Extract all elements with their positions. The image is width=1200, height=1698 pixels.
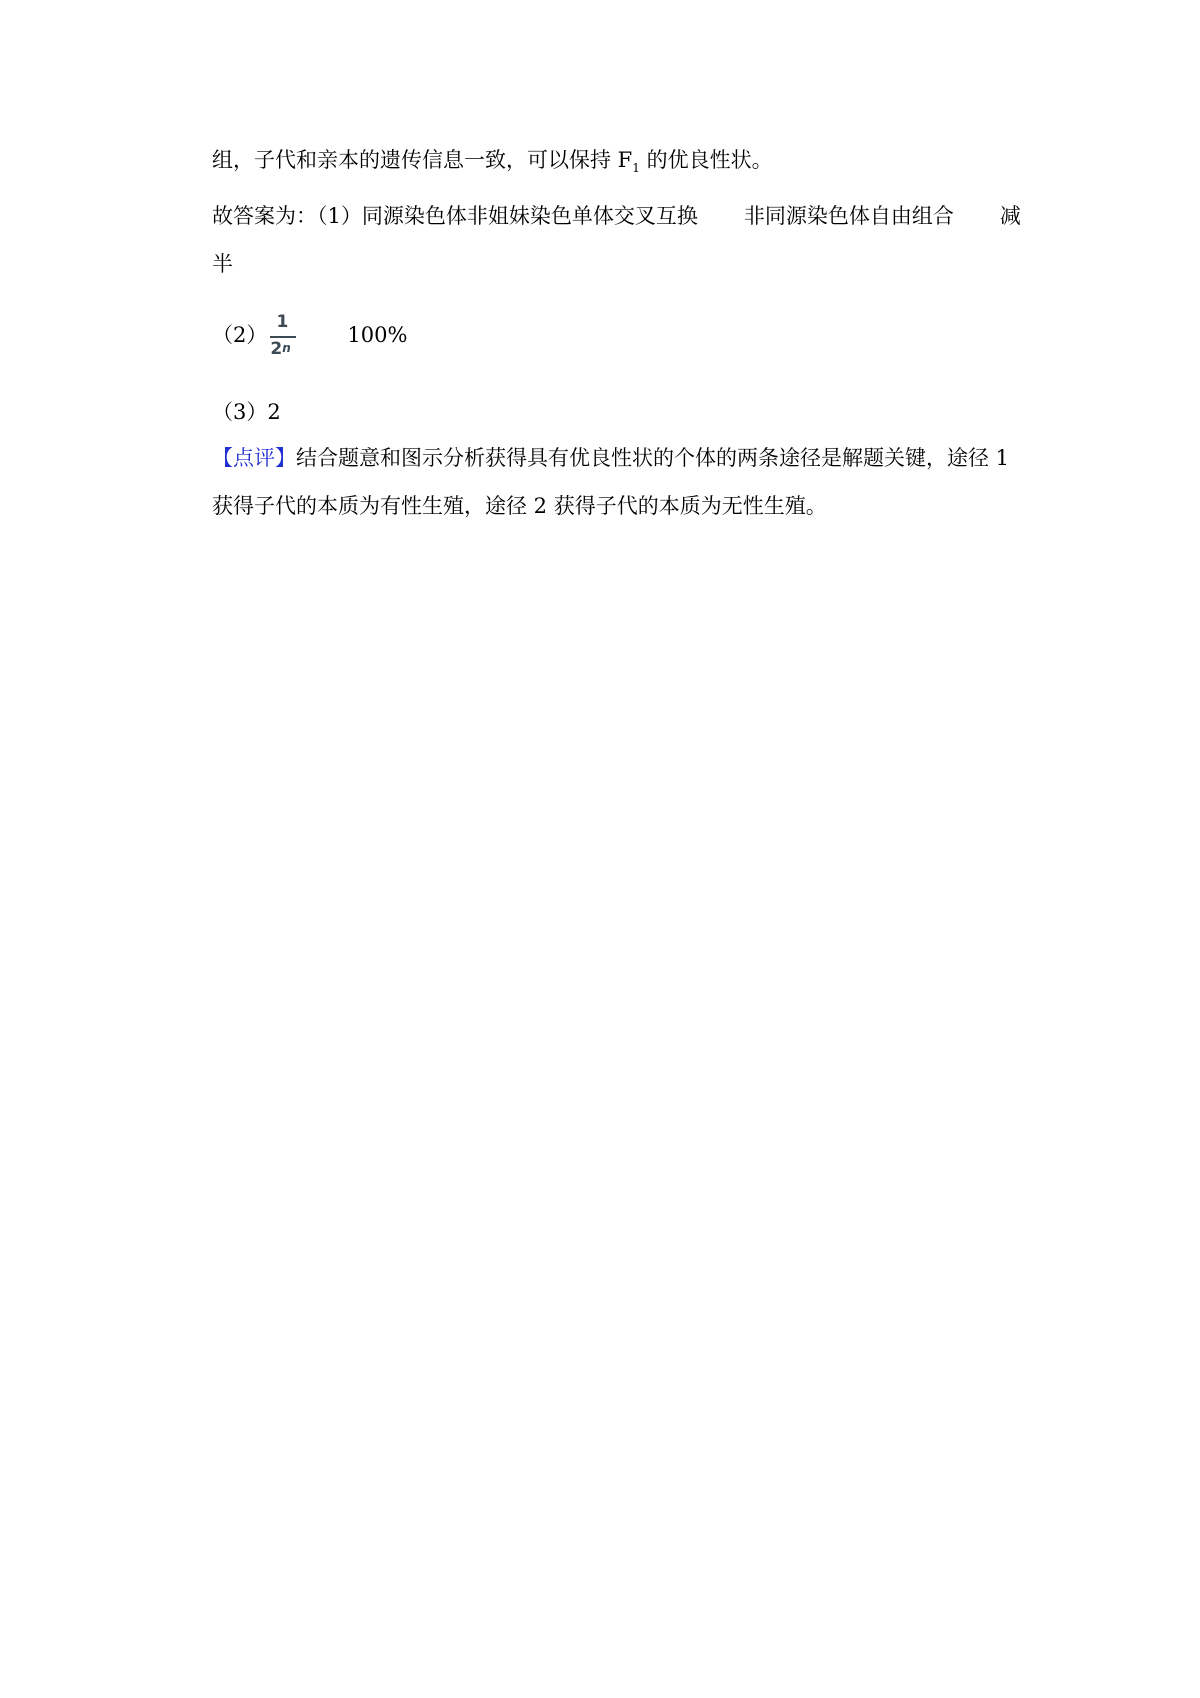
- fraction-denominator: [270, 340, 290, 359]
- line-1-text-end: 的优良性状。: [639, 148, 773, 172]
- comment-tag: 【点评】: [212, 446, 296, 470]
- answer-3-text: （3）2: [212, 400, 281, 424]
- f1-subscript: 1: [632, 161, 640, 175]
- answer-line-1-continued: [212, 250, 233, 278]
- answer-part-1: 故答案为：（1）同源染色体非姐妹染色单体交叉互换: [212, 204, 698, 228]
- text-line-1: [212, 146, 773, 177]
- answer-2-label: （2）: [212, 323, 268, 347]
- comment-text-1: 结合题意和图示分析获得具有优良性状的个体的两条途径是解题关键，途径 1: [296, 446, 1010, 470]
- answer-line-1: [212, 202, 1021, 230]
- comment-line-1: [212, 444, 1009, 472]
- answer-line-2: [212, 310, 407, 362]
- fraction-formula: [269, 312, 299, 362]
- comment-line-2: [212, 492, 827, 520]
- fraction-numerator: 1: [276, 311, 289, 332]
- comment-text-2: 获得子代的本质为有性生殖，途径 2 获得子代的本质为无性生殖。: [212, 494, 827, 518]
- answer-part-3: 减: [999, 204, 1021, 228]
- answer-line-3: [212, 398, 281, 426]
- fraction-exponent: n: [282, 340, 291, 355]
- line-1-text: 组，子代和亲本的遗传信息一致，可以保持 F: [212, 148, 633, 172]
- answer-part-3-end: 半: [212, 252, 233, 276]
- fraction-base: 2: [270, 338, 283, 359]
- answer-2-value: 100%: [347, 323, 408, 347]
- fraction-bar: [270, 336, 296, 338]
- answer-part-2: 非同源染色体自由组合: [743, 204, 954, 228]
